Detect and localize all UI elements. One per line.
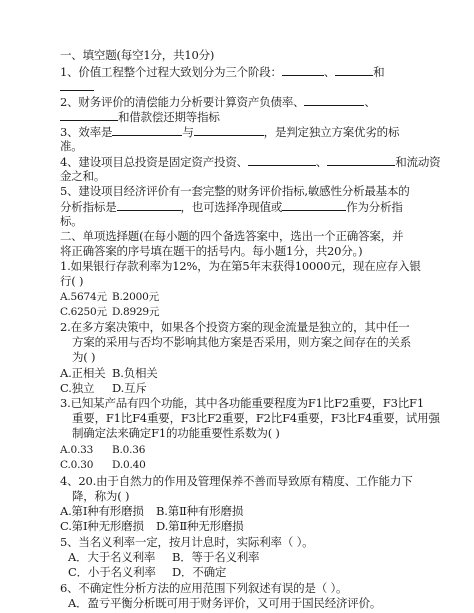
mc-q3-stem-line2: 重要，F1比F4重要，F3比F2重要，F2比F4重要，F3比F4重要，试用强: [72, 411, 440, 425]
mc-q1-option-b[interactable]: B.2000元: [112, 291, 159, 303]
fill-q4-text-c: 和流动资: [395, 155, 441, 169]
mc-q5-options-row2: [68, 565, 226, 579]
mc-q4-stem-line2: 降，称为( ): [72, 489, 130, 503]
fill-q2-blank-1[interactable]: [304, 94, 364, 106]
fill-q5-text-d: 作为分析指: [346, 200, 403, 214]
fill-q5-line3: 标。: [60, 214, 83, 228]
fill-q5-blank-2[interactable]: [282, 199, 346, 211]
mc-q1-stem-line2: 行( ): [60, 274, 84, 288]
fill-q2-blank-2[interactable]: [60, 109, 118, 121]
fill-q2-line2: [60, 109, 220, 124]
mc-q2-stem-line2: 方案的采用与否均不影响其他方案是否采用，则方案之间存在的关系: [72, 335, 411, 349]
mc-q2-option-a[interactable]: A.正相关: [60, 366, 106, 380]
fill-q4-blank-1[interactable]: [248, 154, 316, 166]
mc-q2-stem-line3: 为( ): [72, 350, 96, 364]
fill-q3-text-b: 与: [182, 125, 194, 139]
mc-q4-option-a[interactable]: A.第Ⅰ种有形磨损: [60, 504, 144, 518]
fill-q1-text-a: 1、价值工程整个过程大致划分为三个阶段：: [60, 65, 282, 79]
fill-q2-text-a: 2、财务评价的清偿能力分析要计算资产负债率、: [60, 95, 305, 109]
fill-q5-blank-1[interactable]: [117, 199, 181, 211]
mc-q4-option-c[interactable]: C.第Ⅰ种无形磨损: [60, 519, 144, 533]
mc-q3-option-d[interactable]: D.0.40: [112, 459, 146, 471]
mc-q1-option-a[interactable]: A.5674元: [60, 291, 107, 303]
mc-q5-option-b[interactable]: B．等于名义利率: [172, 550, 260, 564]
fill-q4-text-b: 、: [315, 155, 328, 169]
fill-q3-blank-2[interactable]: [194, 124, 264, 136]
fill-q5-line2: [60, 199, 403, 214]
mc-q1-options-row2: [60, 305, 159, 319]
fill-q5-text-b: 分析指标是: [60, 200, 117, 214]
fill-q1-blank-1[interactable]: [282, 64, 324, 76]
fill-q1-blank-3[interactable]: [60, 79, 94, 91]
mc-q3-option-a[interactable]: A.0.33: [60, 444, 94, 456]
fill-q1-text-c: 和: [373, 65, 385, 79]
mc-q5-options-row1: [68, 550, 259, 564]
fill-q2-text-b: 、: [364, 95, 376, 109]
section2-heading-line1: 二、单项选择题(在每小题的四个备选答案中，选出一个正确答案，并: [60, 229, 404, 243]
mc-q4-stem-line1: 4、20.由于自然力的作用及管理保养不善而导致原有精度、工作能力下: [60, 474, 413, 488]
mc-q2-options-row2: [60, 381, 147, 395]
mc-q2-options-row1: [60, 366, 158, 380]
mc-q1-stem-line1: 1.如果银行存款利率为12%，为在第5年末获得10000元，现在应存入银: [60, 259, 421, 273]
mc-q3-option-b[interactable]: B.0.36: [112, 444, 146, 456]
mc-q2-option-d[interactable]: D.互斥: [112, 381, 147, 395]
fill-q1: [60, 64, 384, 79]
mc-q2-option-c[interactable]: C.独立: [60, 381, 95, 395]
fill-q4: [60, 154, 440, 169]
mc-q4-options-row2: [60, 519, 243, 533]
fill-q3-blank-1[interactable]: [112, 124, 182, 136]
mc-q4-option-d[interactable]: D.第Ⅱ种无形磨损: [156, 519, 244, 533]
fill-q1-line2: [60, 79, 94, 94]
mc-q1-option-c[interactable]: C.6250元: [60, 306, 107, 318]
section1-heading: 一、填空题(每空1分，共10分): [60, 48, 215, 62]
mc-q2-option-b[interactable]: B.负相关: [112, 366, 158, 380]
mc-q4-options-row1: [60, 504, 243, 518]
mc-q3-stem-line1: 3.已知某产品有四个功能，其中各功能重要程度为F1比F2重要，F3比F1: [60, 396, 424, 410]
fill-q2: [60, 94, 376, 109]
mc-q6-option-a[interactable]: A．盈亏平衡分析既可用于财务评价，又可用于国民经济评价。: [68, 596, 382, 610]
mc-q3-option-c[interactable]: C.0.30: [60, 459, 94, 471]
mc-q1-options-row1: [60, 290, 159, 304]
fill-q3-text-c: ，是判定独立方案优劣的标: [263, 125, 400, 139]
fill-q2-text-c: 和借款偿还期等指标: [118, 110, 220, 124]
mc-q5-option-d[interactable]: D．不确定: [172, 565, 227, 579]
mc-q5-option-c[interactable]: C．小于名义利率: [68, 565, 156, 579]
section2-heading-line2: 将正确答案的序号填在题干的括号内。每小题1分，共20分。): [60, 244, 363, 258]
mc-q6-stem: 6、不确定性分析方法的应用范围下列叙述有误的是（ ）。: [60, 581, 348, 595]
mc-q4-option-b[interactable]: B.第Ⅱ种有形磨损: [156, 504, 244, 518]
mc-q1-option-d[interactable]: D.8929元: [112, 306, 160, 318]
fill-q5: 5、建设项目经济评价有一套完整的财务评价指标,敏感性分析最基本的: [60, 184, 410, 198]
fill-q5-text-c: ，也可选择净现值或: [180, 200, 283, 214]
mc-q3-options-row1: [60, 443, 145, 457]
fill-q4-line2: 金之和。: [60, 169, 106, 183]
mc-q3-stem-line3: 制确定法来确定F1的功能重要性系数为( ): [72, 426, 280, 440]
fill-q3: [60, 124, 399, 139]
fill-q3-text-a: 3、效率是: [60, 125, 113, 139]
fill-q1-text-b: 、: [323, 65, 336, 79]
fill-q1-blank-2[interactable]: [335, 64, 373, 76]
fill-q4-text-a: 4、建设项目总投资是固定资产投资、: [60, 155, 248, 169]
mc-q2-stem-line1: 2.在多方案决策中，如果各个投资方案的现金流量是独立的，其中任一: [60, 320, 410, 334]
mc-q3-options-row2: [60, 458, 146, 472]
mc-q5-option-a[interactable]: A．大于名义利率: [68, 550, 156, 564]
fill-q4-blank-2[interactable]: [327, 154, 395, 166]
fill-q3-line2: 准。: [60, 139, 83, 153]
mc-q5-stem: 5、当名义利率一定，按月计息时，实际利率（ ）。: [60, 535, 314, 549]
